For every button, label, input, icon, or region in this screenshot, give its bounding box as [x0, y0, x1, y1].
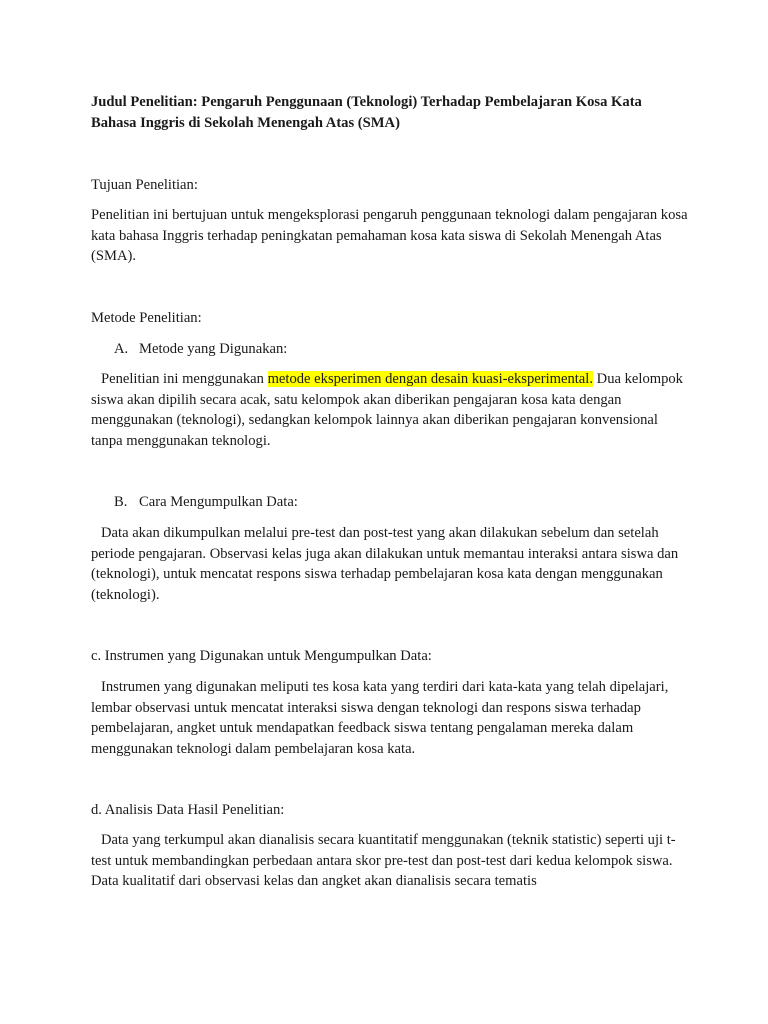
highlighted-text: metode eksperimen dengan desain kuasi-eksperimental.: [267, 371, 593, 387]
document-title: Judul Penelitian: Pengaruh Penggunaan (Teknologi) Terhadap Pembelajaran Kosa Kata Bahasa Inggris di Sekolah Menengah Atas (SMA): [91, 94, 642, 131]
section-b-marker: B.: [114, 494, 128, 510]
section-a-body-rest: Dua kelompok siswa akan dipilih secara acak, satu kelompok akan diberikan pengajaran kosa kata dengan menggunakan (teknologi), sedangkan kelompok lainnya akan diberikan pengajaran konvensional tanpa menggunakan teknologi.: [91, 371, 683, 449]
metode-heading: Metode Penelitian:: [91, 310, 202, 326]
section-b-title: Cara Mengumpulkan Data:: [139, 494, 298, 510]
section-a-body-start: Penelitian ini menggunakan: [101, 371, 268, 387]
section-d-body: Data yang terkumpul akan dianalisis secara kuantitatif menggunakan (teknik statistic) seperti uji t-test untuk membandingkan perbedaan antara skor pre-test dan post-test dari kedua kelompok siswa. Data kualitatif dari observasi kelas dan angket akan dianalisis secara tematis: [91, 832, 676, 889]
section-a-body: [91, 369, 691, 451]
section-c-heading: c. Instrumen yang Digunakan untuk Mengumpulkan Data:: [91, 648, 432, 664]
section-a-title: Metode yang Digunakan:: [139, 341, 288, 357]
tujuan-body: Penelitian ini bertujuan untuk mengeksplorasi pengaruh penggunaan teknologi dalam pengajaran kosa kata bahasa Inggris terhadap peningkatan pemahaman kosa kata siswa di Sekolah Menengah Atas (SMA).: [91, 207, 688, 264]
tujuan-heading: Tujuan Penelitian:: [91, 177, 198, 193]
section-c-body: Instrumen yang digunakan meliputi tes kosa kata yang terdiri dari kata-kata yang telah dipelajari, lembar observasi untuk mencatat interaksi siswa dengan teknologi dan respons siswa terhadap pembelajaran, angket untuk mendapatkan feedback siswa tentang pengalaman mereka dalam menggunakan teknologi dalam pembelajaran kosa kata.: [91, 679, 669, 757]
section-a-heading: [114, 339, 714, 360]
section-a-marker: A.: [114, 341, 129, 357]
section-b-body: Data akan dikumpulkan melalui pre-test dan post-test yang akan dilakukan sebelum dan setelah periode pengajaran. Observasi kelas juga akan dilakukan untuk memantau interaksi antara siswa dan (teknologi), untuk mencatat respons siswa terhadap pembelajaran kosa kata dengan menggunakan (teknologi).: [91, 525, 679, 603]
section-d-heading: d. Analisis Data Hasil Penelitian:: [91, 802, 285, 818]
section-b-heading: [114, 492, 714, 513]
